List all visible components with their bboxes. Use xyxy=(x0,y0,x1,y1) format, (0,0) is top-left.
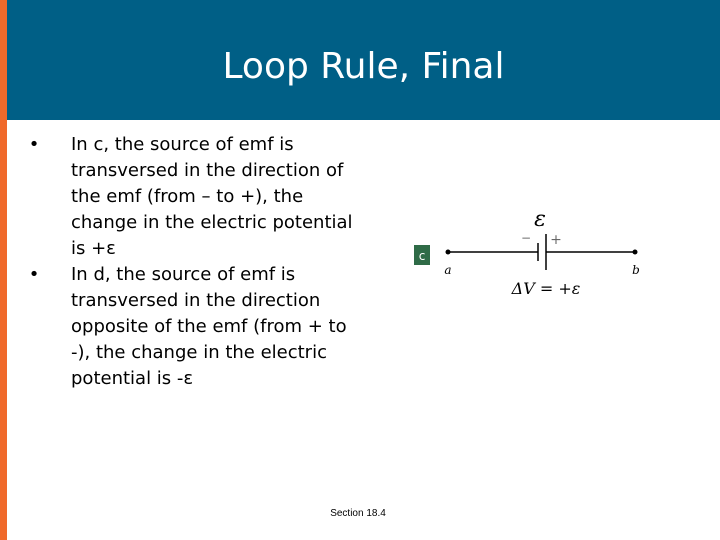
point-a-label: a xyxy=(444,263,452,277)
section-footer: Section 18.4 xyxy=(330,508,386,519)
terminal-a-dot xyxy=(446,250,451,255)
emf-circuit-diagram xyxy=(410,200,650,300)
bullet-text: In d, the source of emf is transversed in the direction opposite of the emf (from + to -), the change in the electric potential is -ε xyxy=(71,264,347,389)
minus-terminal-label: − xyxy=(520,231,532,245)
potential-change-equation: ΔV = +ε xyxy=(511,279,581,298)
bullet-list xyxy=(26,132,356,392)
panel-label: c xyxy=(418,249,426,263)
terminal-b-dot xyxy=(633,250,638,255)
bullet-item xyxy=(26,132,356,262)
slide-title: Loop Rule, Final xyxy=(222,46,505,87)
plus-terminal-label: + xyxy=(550,232,562,248)
accent-bar xyxy=(0,0,7,540)
bullet-dot: • xyxy=(28,264,40,285)
emf-label: ε xyxy=(534,207,546,232)
point-b-label: b xyxy=(632,263,640,277)
bullet-text: In c, the source of emf is transversed in the direction of the emf (from – to +), the change in the electric potential is +ε xyxy=(71,134,353,259)
bullet-item xyxy=(26,262,356,392)
bullet-dot: • xyxy=(28,134,40,155)
